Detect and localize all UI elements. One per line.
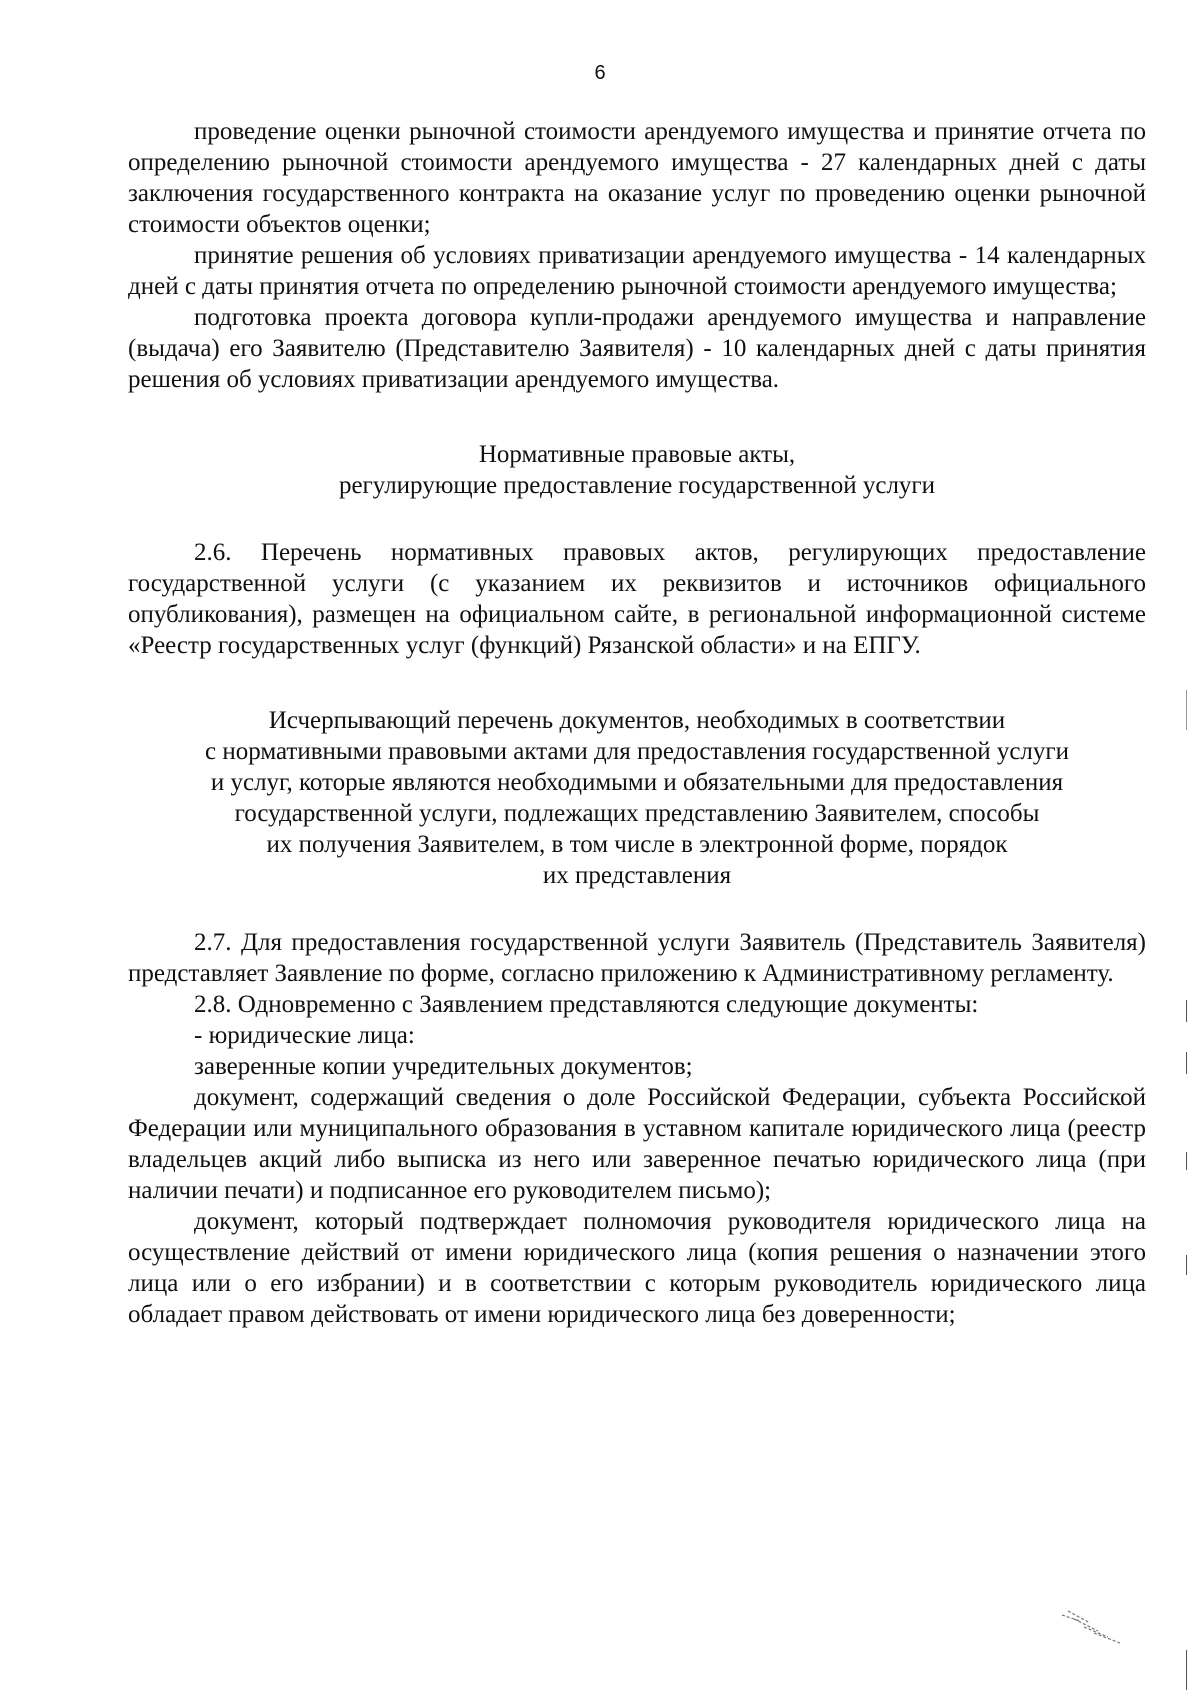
paragraph-authority-document: документ, который подтверждает полномочия руководителя юридического лица на осуществление действий от имени юридического лица (копия решения о назначении этого лица или о его избрании) и в соответствии с которым руководитель юридического лица обладает правом действовать от имени юридического лица без доверенности; — [128, 1208, 1146, 1328]
scan-artifact — [1186, 1650, 1187, 1690]
scan-artifact — [1186, 1000, 1187, 1022]
spacer — [128, 891, 1146, 927]
spacer — [128, 501, 1146, 537]
paragraph-2-7: 2.7. Для предоставления государственной услуги Заявитель (Представитель Заявителя) представляет Заявление по форме, согласно приложению к Административному регламенту. — [128, 929, 1146, 987]
heading-line: их получения Заявителем, в том числе в электронной форме, порядок — [266, 831, 1008, 858]
page-number: 6 — [594, 62, 606, 84]
initials-mark-icon — [1060, 1605, 1130, 1645]
heading-line: Исчерпывающий перечень документов, необходимых в соответствии — [268, 707, 1006, 734]
spacer — [128, 395, 1146, 439]
paragraph-2-8: 2.8. Одновременно с Заявлением представляются следующие документы: — [194, 991, 979, 1018]
scan-artifact — [1186, 1255, 1187, 1275]
heading-line: и услуг, которые являются необходимыми и обязательными для предоставления — [210, 769, 1064, 796]
section-heading-legal-acts — [128, 439, 1146, 501]
paragraph-2-6: 2.6. Перечень нормативных правовых актов, регулирующих предоставление государственной услуги (с указанием их реквизитов и источников официального опубликования), размещен на официальном сайте, в региональной информационной системе «Реестр государственных услуг (функций) Рязанской области» и на ЕПГУ. — [128, 539, 1146, 659]
heading-line: государственной услуги, подлежащих представлению Заявителем, способы — [234, 800, 1040, 827]
heading-line: регулирующие предоставление государственной услуги — [338, 472, 936, 499]
paragraph-privatization-decision: принятие решения об условиях приватизации арендуемого имущества - 14 календарных дней с даты принятия отчета по определению рыночной стоимости арендуемого имущества; — [128, 242, 1146, 300]
paragraph-legal-entities: - юридические лица: — [194, 1022, 415, 1049]
paragraph-share-document: документ, содержащий сведения о доле Российской Федерации, субъекта Российской Федерации или муниципального образования в уставном капитале юридического лица (реестр владельцев акций либо выписка из него или заверенное печатью юридического лица (при наличии печати) и подписанное его руководителем письмо); — [128, 1084, 1146, 1204]
paragraph-contract-preparation: подготовка проекта договора купли-продажи арендуемого имущества и направление (выдача) его Заявителю (Представителю Заявителя) - 10 календарных дней с даты принятия решения об условиях приватизации арендуемого имущества. — [128, 304, 1146, 393]
scan-artifact — [1186, 1152, 1187, 1170]
scan-artifact — [1186, 690, 1187, 730]
section-heading-documents-list — [128, 705, 1146, 891]
heading-line: Нормативные правовые акты, — [478, 441, 796, 468]
heading-line: их представления — [542, 862, 732, 889]
heading-line: с нормативными правовыми актами для предоставления государственной услуги — [204, 738, 1070, 765]
spacer — [128, 661, 1146, 705]
scan-artifact — [1186, 1052, 1187, 1074]
document-body — [128, 116, 1146, 1330]
paragraph-valuation: проведение оценки рыночной стоимости арендуемого имущества и принятие отчета по определению рыночной стоимости арендуемого имущества - 27 календарных дней с даты заключения государственного контракта на оказание услуг по проведению оценки рыночной стоимости объектов оценки; — [128, 118, 1146, 238]
paragraph-founding-documents: заверенные копии учредительных документов; — [194, 1053, 693, 1080]
